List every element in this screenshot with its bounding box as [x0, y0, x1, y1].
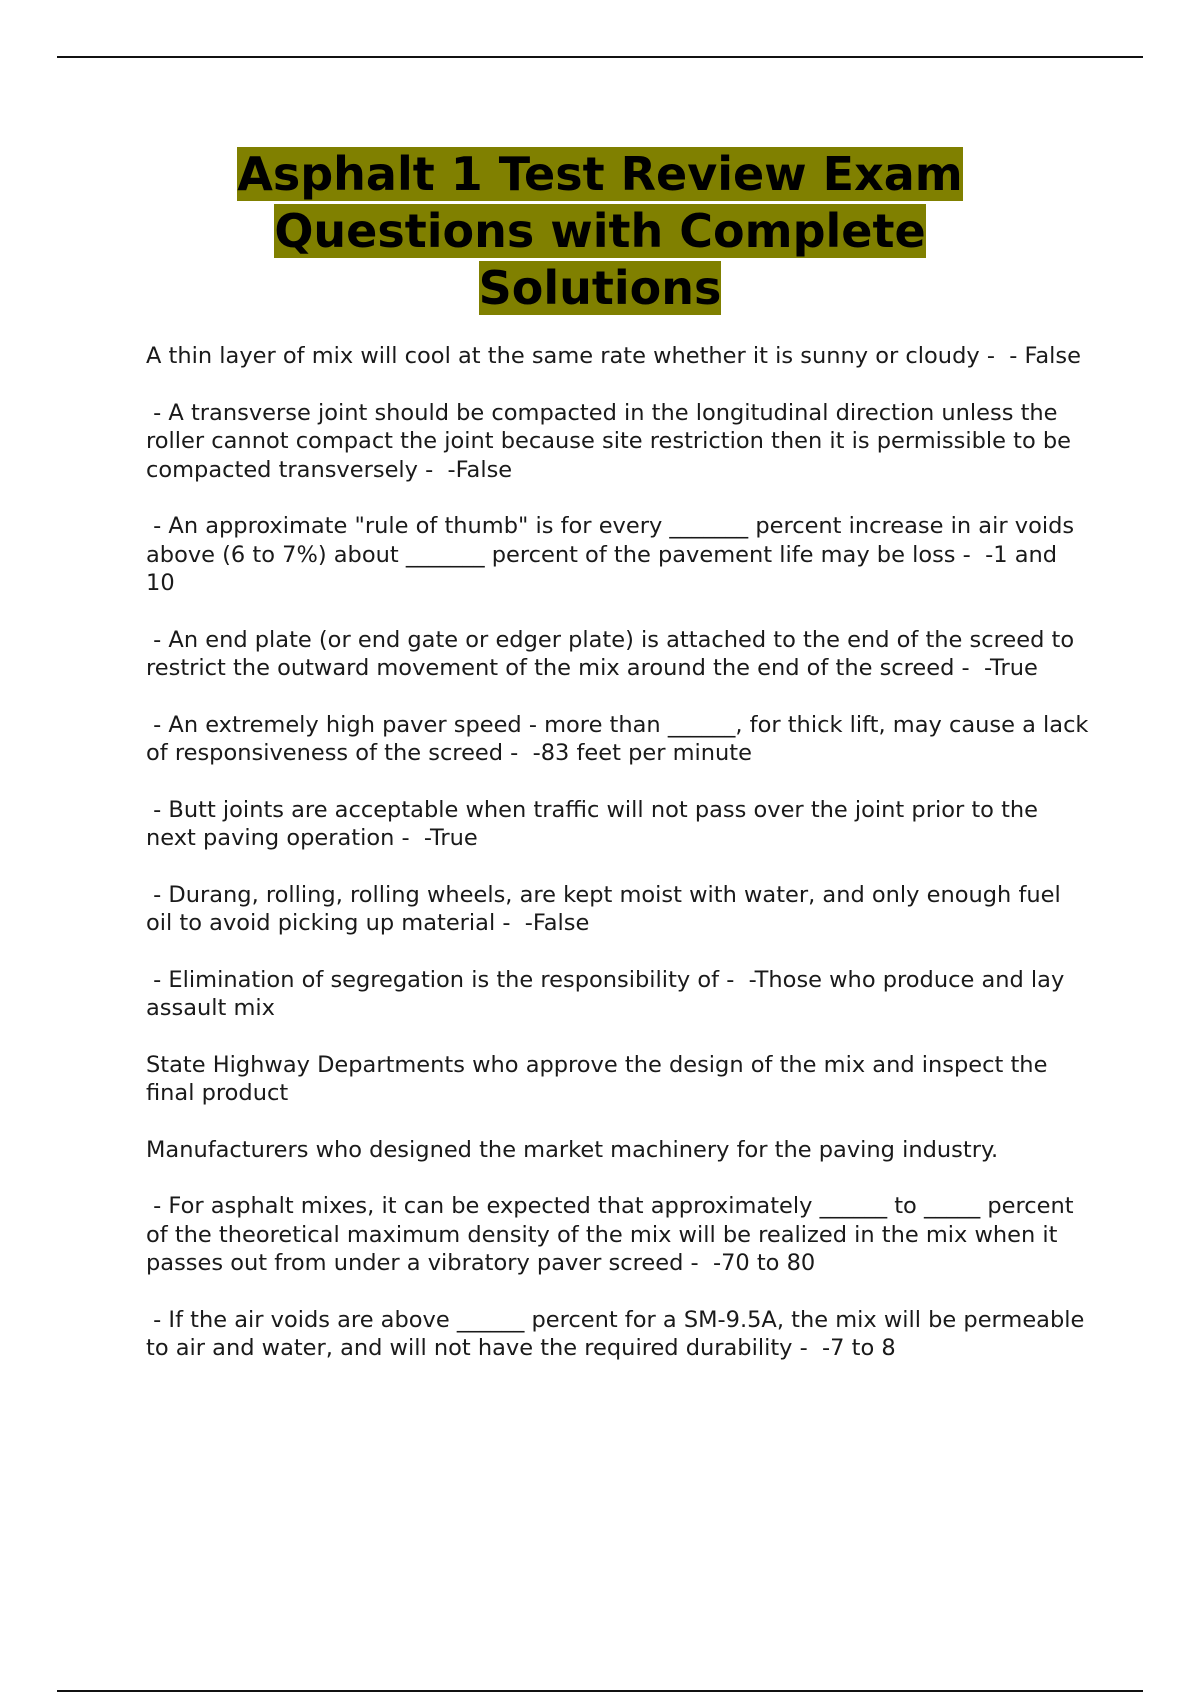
answer-continuation: Manufacturers who designed the market machinery for the paving industry. [146, 1136, 999, 1163]
question-paragraph: - An end plate (or end gate or edger plate) is attached to the end of the screed to restrict the outward movement of the mix around the end of the screed - -True [146, 626, 1082, 681]
question-paragraph: - An approximate "rule of thumb" is for every _______ percent increase in air voids above (6 to 7%) about _______ percent of the pavement life may be loss - -1 and 10 [146, 513, 1082, 596]
answer-continuation: State Highway Departments who approve the design of the mix and inspect the final product [146, 1051, 1055, 1106]
question-paragraph: - Elimination of segregation is the responsibility of - -Those who produce and lay assault mix [146, 966, 1072, 1021]
document-body [146, 342, 1096, 1391]
question-paragraph: - An extremely high paver speed - more than ______, for thick lift, may cause a lack of responsiveness of the screed - -83 feet per minute [146, 711, 1096, 766]
title-block [0, 146, 1200, 317]
question-paragraph: A thin layer of mix will cool at the same rate whether it is sunny or cloudy - - False [146, 343, 1081, 369]
question-paragraph: - Butt joints are acceptable when traffic will not pass over the joint prior to the next paving operation - -True [146, 796, 1046, 851]
question-paragraph: - For asphalt mixes, it can be expected that approximately ______ to _____ percent of the theoretical maximum density of the mix will be realized in the mix when it passes out from under a vibratory paver screed - -70 to 80 [146, 1193, 1081, 1276]
document-title: Asphalt 1 Test Review Exam Questions with Complete Solutions [237, 147, 963, 315]
question-paragraph: - Durang, rolling, rolling wheels, are kept moist with water, and only enough fuel oil to avoid picking up material - -False [146, 881, 1068, 936]
footer-rule [57, 1690, 1143, 1692]
question-paragraph: - A transverse joint should be compacted in the longitudinal direction unless the roller cannot compact the joint because site restriction then it is permissible to be compacted transversely - -False [146, 399, 1079, 483]
question-paragraph: - If the air voids are above ______ percent for a SM-9.5A, the mix will be permeable to air and water, and will not have the required durability - -7 to 8 [146, 1306, 1092, 1361]
header-rule [57, 56, 1143, 58]
